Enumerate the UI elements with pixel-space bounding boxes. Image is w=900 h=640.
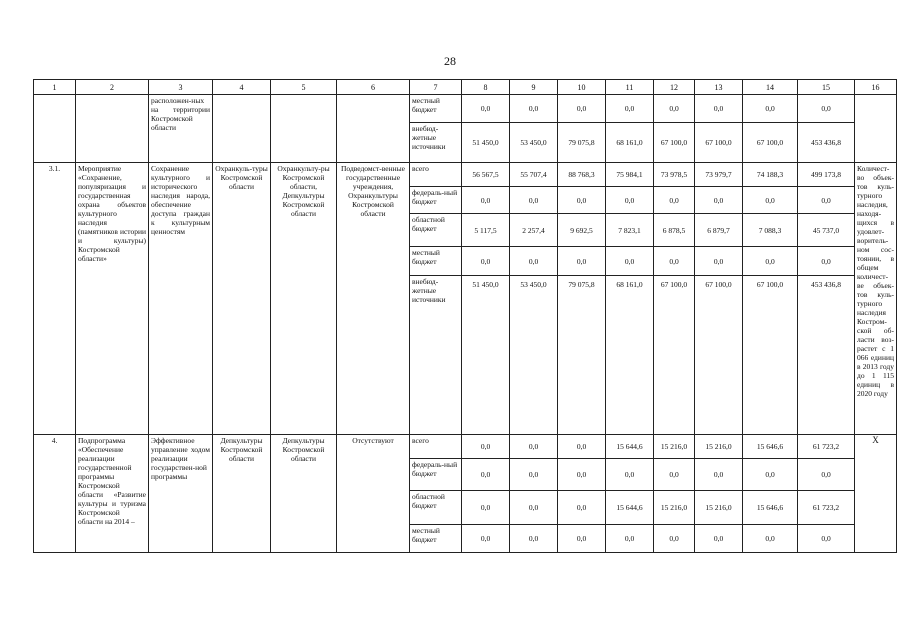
cell-value: 7 823,1 bbox=[606, 214, 654, 247]
header-cell: 12 bbox=[654, 80, 695, 95]
header-row bbox=[34, 80, 897, 95]
cell-value: 0,0 bbox=[695, 247, 743, 276]
cell-value: 15 216,0 bbox=[695, 491, 743, 525]
header-cell: 5 bbox=[271, 80, 337, 95]
cell-value: 2 257,4 bbox=[510, 214, 558, 247]
cell-source: областной бюджет bbox=[410, 491, 462, 525]
cell-value: 61 723,2 bbox=[798, 435, 855, 459]
table-row bbox=[34, 95, 897, 123]
table-row bbox=[34, 435, 897, 459]
cell-value: 0,0 bbox=[798, 95, 855, 123]
cell-value: 0,0 bbox=[510, 95, 558, 123]
cell-value: 79 075,8 bbox=[558, 276, 606, 435]
cell-goal: Сохранение культурного и исторического наследия народа, обеспечение доступа граждан к культурным ценностям bbox=[149, 163, 213, 435]
cell-value: 55 707,4 bbox=[510, 163, 558, 187]
cell-value: 0,0 bbox=[743, 247, 798, 276]
header-cell: 6 bbox=[337, 80, 410, 95]
cell-value: 0,0 bbox=[695, 459, 743, 491]
header-cell: 13 bbox=[695, 80, 743, 95]
cell-value: 67 100,0 bbox=[695, 276, 743, 435]
page-number: 28 bbox=[444, 54, 456, 68]
cell-blank bbox=[855, 95, 897, 163]
cell-value: 0,0 bbox=[798, 187, 855, 214]
cell-source: областной бюджет bbox=[410, 214, 462, 247]
cell-value: 0,0 bbox=[462, 491, 510, 525]
cell-value: 0,0 bbox=[654, 247, 695, 276]
header-cell: 1 bbox=[34, 80, 76, 95]
cell-value: 0,0 bbox=[462, 435, 510, 459]
cell-value: 0,0 bbox=[743, 459, 798, 491]
cell-value: 15 646,6 bbox=[743, 435, 798, 459]
cell-value: 453 436,8 bbox=[798, 123, 855, 163]
cell-value: 68 161,0 bbox=[606, 123, 654, 163]
cell-value: 0,0 bbox=[798, 459, 855, 491]
cell-value: 0,0 bbox=[510, 187, 558, 214]
cell-source: местный бюджет bbox=[410, 525, 462, 553]
cell-value: 0,0 bbox=[510, 491, 558, 525]
cell-value: 0,0 bbox=[462, 95, 510, 123]
cell-value: 0,0 bbox=[695, 187, 743, 214]
cell-source: федераль-ный бюджет bbox=[410, 187, 462, 214]
cell-value: 67 100,0 bbox=[654, 123, 695, 163]
cell-value: 0,0 bbox=[743, 525, 798, 553]
cell-source: всего bbox=[410, 435, 462, 459]
cell-value: 74 188,3 bbox=[743, 163, 798, 187]
cell-source: внебюд-жетные источники bbox=[410, 123, 462, 163]
cell-value: 6 878,5 bbox=[654, 214, 695, 247]
cell-value: 0,0 bbox=[654, 459, 695, 491]
cell-value: 0,0 bbox=[798, 525, 855, 553]
cell-value: 0,0 bbox=[510, 435, 558, 459]
cell-value: 0,0 bbox=[743, 95, 798, 123]
table-row bbox=[34, 163, 897, 187]
cell-blank bbox=[337, 95, 410, 163]
cell-value: 67 100,0 bbox=[654, 276, 695, 435]
cell-value: 0,0 bbox=[558, 459, 606, 491]
cell-value: 67 100,0 bbox=[695, 123, 743, 163]
cell-value: 0,0 bbox=[606, 187, 654, 214]
cell-value: 499 173,8 bbox=[798, 163, 855, 187]
cell-value: 0,0 bbox=[695, 95, 743, 123]
cell-value: 15 216,0 bbox=[695, 435, 743, 459]
cell-value: 67 100,0 bbox=[743, 276, 798, 435]
cell-value: 0,0 bbox=[558, 187, 606, 214]
cell-number: 4. bbox=[34, 435, 76, 553]
header-cell: 4 bbox=[213, 80, 271, 95]
cell-value: 0,0 bbox=[606, 247, 654, 276]
cell-value: 79 075,8 bbox=[558, 123, 606, 163]
cell-responsible: Охранкульту-ры Костромской области, Депкультуры Костромской области bbox=[271, 163, 337, 435]
cell-number: 3.1. bbox=[34, 163, 76, 435]
cell-value: 0,0 bbox=[462, 525, 510, 553]
header-cell: 2 bbox=[76, 80, 149, 95]
cell-value: 51 450,0 bbox=[462, 276, 510, 435]
cell-value: 0,0 bbox=[606, 459, 654, 491]
cell-title: Мероприятие «Сохранение, популяризация и государственная охрана объектов культурного наследия (памятников истории и культуры) Костромской области» bbox=[76, 163, 149, 435]
cell-value: 0,0 bbox=[654, 525, 695, 553]
budget-table bbox=[33, 79, 897, 553]
cell-blank bbox=[34, 95, 76, 163]
cell-value: 67 100,0 bbox=[743, 123, 798, 163]
cell-goal: расположен-ных на территории Костромской области bbox=[149, 95, 213, 163]
cell-value: 53 450,0 bbox=[510, 123, 558, 163]
header-cell: 9 bbox=[510, 80, 558, 95]
cell-value: 0,0 bbox=[510, 247, 558, 276]
cell-value: 7 088,3 bbox=[743, 214, 798, 247]
cell-source: местный бюджет bbox=[410, 247, 462, 276]
header-cell: 16 bbox=[855, 80, 897, 95]
cell-value: 15 644,6 bbox=[606, 491, 654, 525]
cell-value: 0,0 bbox=[510, 525, 558, 553]
cell-value: 51 450,0 bbox=[462, 123, 510, 163]
cell-source: федераль-ный бюджет bbox=[410, 459, 462, 491]
header-cell: 7 bbox=[410, 80, 462, 95]
cell-value: 0,0 bbox=[558, 525, 606, 553]
cell-value: 0,0 bbox=[606, 95, 654, 123]
cell-value: 73 978,5 bbox=[654, 163, 695, 187]
cell-value: 0,0 bbox=[743, 187, 798, 214]
cell-coordinator: Депкультуры Костромской области bbox=[213, 435, 271, 553]
header-cell: 14 bbox=[743, 80, 798, 95]
cell-value: 56 567,5 bbox=[462, 163, 510, 187]
cell-value: 0,0 bbox=[654, 187, 695, 214]
cell-value: 73 979,7 bbox=[695, 163, 743, 187]
cell-value: 9 692,5 bbox=[558, 214, 606, 247]
cell-value: 0,0 bbox=[462, 247, 510, 276]
cell-value: 0,0 bbox=[654, 95, 695, 123]
cell-goal: Эффективное управление ходом реализации государствен-ной программы bbox=[149, 435, 213, 553]
cell-value: 15 216,0 bbox=[654, 435, 695, 459]
cell-value: 45 737,0 bbox=[798, 214, 855, 247]
cell-value: 0,0 bbox=[798, 247, 855, 276]
cell-value: 0,0 bbox=[695, 525, 743, 553]
cell-value: 0,0 bbox=[510, 459, 558, 491]
cell-value: 75 984,1 bbox=[606, 163, 654, 187]
cell-value: 0,0 bbox=[462, 459, 510, 491]
cell-value: 6 879,7 bbox=[695, 214, 743, 247]
header-cell: 11 bbox=[606, 80, 654, 95]
cell-blank bbox=[213, 95, 271, 163]
cell-value: 0,0 bbox=[606, 525, 654, 553]
cell-indicator: Количест-во объек-тов куль-турного наследия, находя-щихся в удовлет-воритель-ном сос-тоянии, в общем количест-ве объек-тов куль-турного наследия Костром-ской об-ласти воз-растет с 1 066 единиц в 2013 году до 1 115 единиц в 2020 году bbox=[855, 163, 897, 435]
cell-blank bbox=[76, 95, 149, 163]
cell-value: 0,0 bbox=[558, 95, 606, 123]
cell-value: 0,0 bbox=[558, 435, 606, 459]
cell-value: 453 436,8 bbox=[798, 276, 855, 435]
cell-blank bbox=[271, 95, 337, 163]
cell-source: внебюд-жетные источники bbox=[410, 276, 462, 435]
cell-value: 15 646,6 bbox=[743, 491, 798, 525]
cell-value: 0,0 bbox=[462, 187, 510, 214]
header-cell: 3 bbox=[149, 80, 213, 95]
cell-executors: Отсутствуют bbox=[337, 435, 410, 553]
cell-value: 61 723,2 bbox=[798, 491, 855, 525]
header-cell: 15 bbox=[798, 80, 855, 95]
cell-source: всего bbox=[410, 163, 462, 187]
header-cell: 10 bbox=[558, 80, 606, 95]
cell-responsible: Депкультуры Костромской области bbox=[271, 435, 337, 553]
cell-indicator: Х bbox=[855, 435, 897, 553]
cell-source: местный бюджет bbox=[410, 95, 462, 123]
cell-value: 53 450,0 bbox=[510, 276, 558, 435]
cell-value: 15 644,6 bbox=[606, 435, 654, 459]
cell-value: 5 117,5 bbox=[462, 214, 510, 247]
cell-value: 15 216,0 bbox=[654, 491, 695, 525]
cell-value: 88 768,3 bbox=[558, 163, 606, 187]
cell-value: 0,0 bbox=[558, 247, 606, 276]
header-cell: 8 bbox=[462, 80, 510, 95]
cell-executors: Подведомст-венные государственные учреждения, Охранкультуры Костромской области bbox=[337, 163, 410, 435]
cell-value: 0,0 bbox=[558, 491, 606, 525]
cell-title: Подпрограмма «Обеспечение реализации государственной программы Костромской области «Развитие культуры и туризма Костромской области на 2014 – bbox=[76, 435, 149, 553]
cell-value: 68 161,0 bbox=[606, 276, 654, 435]
cell-coordinator: Охранкуль-туры Костромской области bbox=[213, 163, 271, 435]
